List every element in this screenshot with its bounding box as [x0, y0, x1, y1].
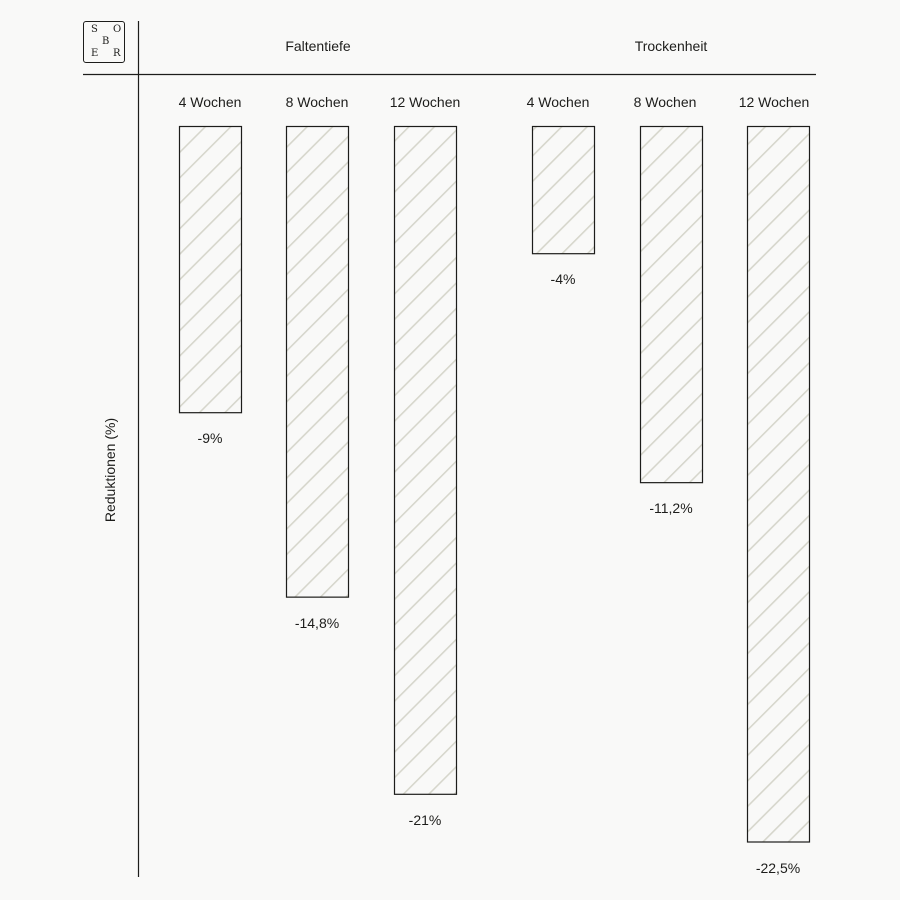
bar-trockenheit-2 [641, 127, 703, 483]
logo-letter: O [113, 24, 122, 35]
bar-faltentiefe-3 [395, 127, 457, 795]
bar-faltentiefe-2 [287, 127, 349, 598]
value-label: -21% [408, 811, 442, 828]
category-label: 4 Wochen [526, 94, 590, 110]
group-title-trockenheit: Trockenheit [634, 38, 708, 54]
value-label: -9% [197, 430, 223, 447]
y-axis-label: Reduktionen (%) [102, 417, 118, 523]
bar-trockenheit-3 [748, 127, 810, 843]
bar-trockenheit-1 [533, 127, 595, 254]
category-label: 4 Wochen [178, 94, 242, 110]
bars-layer [180, 127, 810, 843]
group-title-faltentiefe: Faltentiefe [285, 38, 351, 54]
logo-letter: R [113, 48, 121, 59]
category-label: 12 Wochen [389, 94, 461, 110]
value-label: -14,8% [294, 614, 340, 631]
logo-letter: E [91, 48, 99, 59]
bar-faltentiefe-1 [180, 127, 242, 413]
value-label: -22,5% [755, 859, 801, 876]
category-label: 12 Wochen [738, 94, 810, 110]
category-label: 8 Wochen [285, 94, 349, 110]
brand-logo [83, 21, 125, 63]
value-label: -4% [550, 271, 576, 288]
logo-letter: B [102, 36, 110, 47]
value-label: -11,2% [649, 500, 693, 517]
logo-letter: S [91, 24, 98, 35]
category-label: 8 Wochen [633, 94, 697, 110]
